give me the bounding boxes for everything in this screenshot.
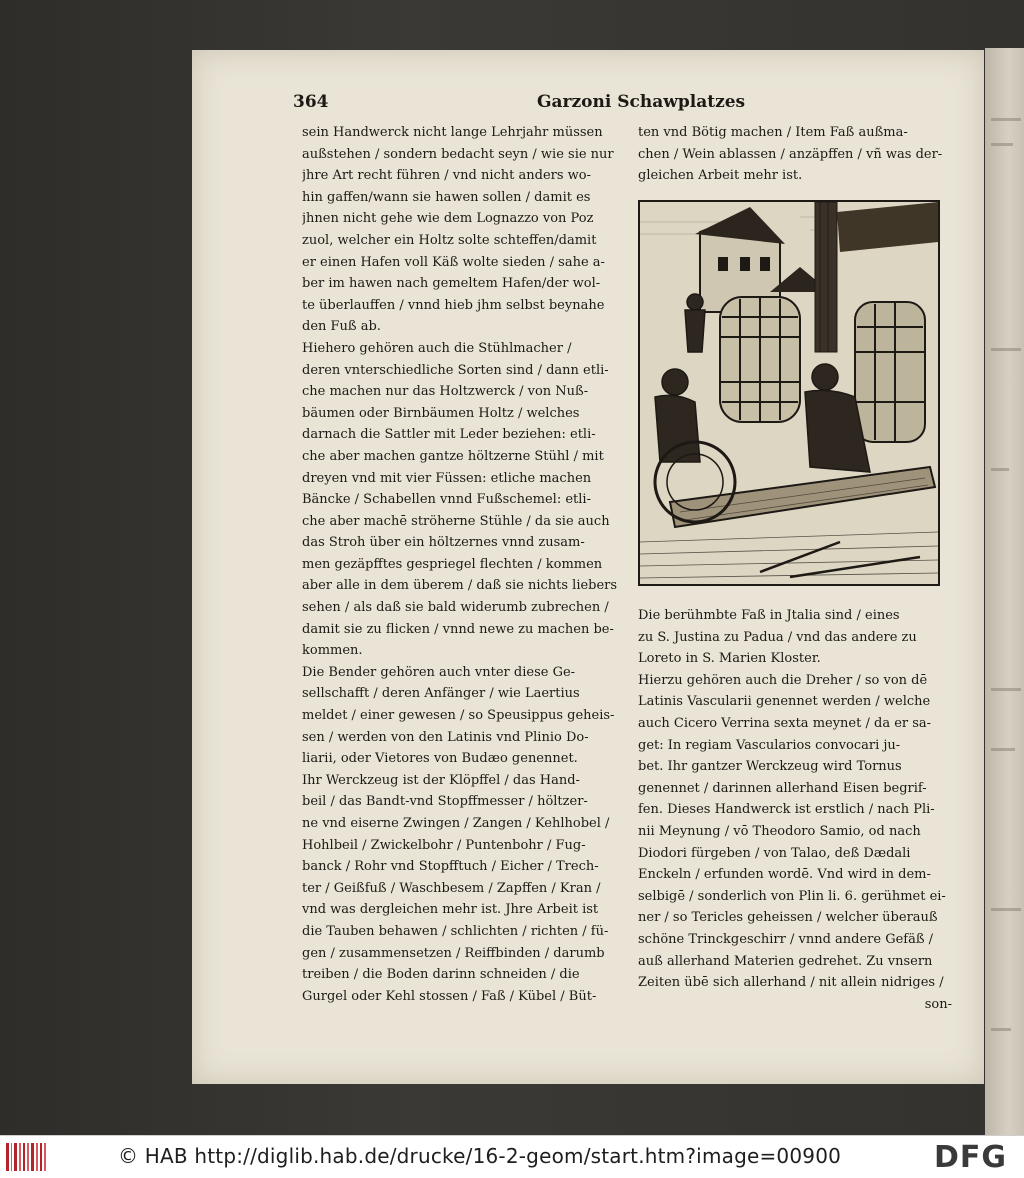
text-line: liarii, oder Vietores von Budæo genennet. xyxy=(302,751,578,767)
text-line: Hohlbeil / Zwickelbohr / Puntenbohr / Fug- xyxy=(302,837,586,853)
text-line: Hiehero gehören auch die Stühlmacher / xyxy=(302,340,572,356)
text-line: ter / Geißfuß / Waschbesem / Zapffen / Kran / xyxy=(302,880,601,896)
text-line: zuol, welcher ein Holtz solte schteffen/damit xyxy=(302,232,597,248)
text-line: jhnen nicht gehe wie dem Lognazzo von Poz xyxy=(302,211,594,227)
text-line: te überlauffen / vnnd hieb jhm selbst beynahe xyxy=(302,297,605,313)
text-line: che machen nur das Holtzwerck / von Nuß- xyxy=(302,384,589,400)
text-line: ten vnd Bötig machen / Item Faß außma- xyxy=(638,125,908,140)
text-line: che aber machē ströherne Stühle / da sie auch xyxy=(302,513,610,529)
text-line: get: In regiam Vascularios convocari ju- xyxy=(638,737,901,753)
adjacent-page-edge xyxy=(985,48,1024,1135)
left-text-column xyxy=(302,122,628,1007)
text-line: selbigē / sonderlich von Plin li. 6. gerühmet ei- xyxy=(638,888,946,904)
text-line: aber alle in dem überem / daß sie nichts liebers xyxy=(302,578,618,594)
text-line: bet. Ihr gantzer Werckzeug wird Tornus xyxy=(638,759,902,775)
text-line: jhre Art recht führen / vnd nicht anders wo- xyxy=(302,168,592,184)
text-line: sein Handwerck nicht lange Lehrjahr müssen xyxy=(302,125,603,140)
text-line: treiben / die Boden darinn schneiden / die xyxy=(302,967,580,983)
text-line: chen / Wein ablassen / anzäpffen / vñ was der- xyxy=(638,146,943,162)
copyright-source-link[interactable]: © HAB http://diglib.hab.de/drucke/16-2-geom/start.htm?image=00900 xyxy=(118,1144,842,1168)
text-line: Die Bender gehören auch vnter diese Ge- xyxy=(302,664,576,680)
viewer-footer xyxy=(0,1135,1024,1178)
text-line: Latinis Vascularii genennet werden / welche xyxy=(638,694,931,710)
text-line: auch Cicero Verrina sexta meynet / da er sa- xyxy=(638,715,932,731)
text-line: men gezäpfftes gespriegel flechten / kommen xyxy=(302,556,603,572)
text-line: genennet / darinnen allerhand Eisen begrif- xyxy=(638,780,927,796)
text-line: das Stroh über ein höltzernes vnnd zusam- xyxy=(302,535,585,551)
right-text-column-bottom xyxy=(638,605,960,1015)
text-line: schöne Trinckgeschirr / vnnd andere Gefäß / xyxy=(638,931,934,947)
text-line: den Fuß ab. xyxy=(302,319,381,335)
text-line: Bäncke / Schabellen vnnd Fußschemel: etli- xyxy=(302,492,591,508)
text-line: damit sie zu flicken / vnnd newe zu machen be- xyxy=(302,621,614,637)
text-line: ne vnd eiserne Zwingen / Zangen / Kehlhobel / xyxy=(302,816,610,831)
text-line: gen / zusammensetzen / Reiffbinden / darumb xyxy=(302,945,605,961)
text-line: Ihr Werckzeug ist der Klöpffel / das Hand- xyxy=(302,772,580,788)
right-text-column-top xyxy=(638,122,960,187)
woodcut-illustration-coopers xyxy=(638,200,940,586)
hab-barcode-logo-icon xyxy=(6,1143,46,1171)
text-line: zu S. Justina zu Padua / vnd das andere zu xyxy=(638,629,917,645)
text-line: son- xyxy=(924,996,952,1012)
text-line: sellschafft / deren Anfänger / wie Laertius xyxy=(302,686,580,702)
text-line: die Tauben behawen / schlichten / richten / fü- xyxy=(302,923,609,939)
running-head: Garzoni Schawplatzes xyxy=(537,92,746,112)
text-line: che aber machen gantze höltzerne Stühl / mit xyxy=(302,448,604,464)
text-line: vnd was dergleichen mehr ist. Jhre Arbeit ist xyxy=(302,902,599,918)
text-line: gleichen Arbeit mehr ist. xyxy=(638,168,803,184)
text-line: darnach die Sattler mit Leder beziehen: etli- xyxy=(302,427,596,443)
text-line: sehen / als daß sie bald widerumb zubrechen / xyxy=(302,600,609,616)
text-line: deren vnterschiedliche Sorten sind / dann etli- xyxy=(302,362,609,378)
text-line: Gurgel oder Kehl stossen / Faß / Kübel / Büt- xyxy=(302,988,597,1004)
text-line: bäumen oder Birnbäumen Holtz / welches xyxy=(302,405,580,421)
dfg-logo: DFG xyxy=(934,1140,1008,1175)
text-line: Hierzu gehören auch die Dreher / so von dē xyxy=(638,672,928,688)
text-line: außstehen / sondern bedacht seyn / wie sie nur xyxy=(302,146,614,162)
text-line: Die berühmbte Faß in Jtalia sind / eines xyxy=(638,608,900,623)
text-line: banck / Rohr vnd Stopfftuch / Eicher / Trech- xyxy=(302,859,599,875)
text-line: meldet / einer gewesen / so Speusippus geheis- xyxy=(302,708,615,724)
text-line: ner / so Tericles geheissen / welcher überauß xyxy=(638,910,938,926)
text-line: nii Meynung / vō Theodoro Samio, od nach xyxy=(638,823,921,839)
page-number: 364 xyxy=(293,92,329,112)
text-line: er einen Hafen voll Käß wolte sieden / sahe a- xyxy=(302,254,605,270)
text-line: Zeiten übē sich allerhand / nit allein nidriges / xyxy=(638,975,944,991)
text-line: Enckeln / erfunden wordē. Vnd wird in dem- xyxy=(638,867,931,883)
text-line: hin gaffen/wann sie hawen sollen / damit es xyxy=(302,189,591,205)
text-line: Loreto in S. Marien Kloster. xyxy=(638,651,821,667)
text-line: ber im hawen nach gemeltem Hafen/der wol- xyxy=(302,276,601,292)
text-line: sen / werden von den Latinis vnd Plinio Do- xyxy=(302,729,589,745)
text-line: Diodori fürgeben / von Talao, deß Dædali xyxy=(638,845,911,861)
text-line: dreyen vnd mit vier Füssen: etliche machen xyxy=(302,470,592,486)
text-line: fen. Dieses Handwerck ist erstlich / nach Pli- xyxy=(638,802,935,818)
text-line: kommen. xyxy=(302,643,363,659)
text-line: auß allerhand Materien gedrehet. Zu vnsern xyxy=(638,953,933,969)
text-line: beil / das Bandt-vnd Stopffmesser / höltzer- xyxy=(302,794,588,810)
